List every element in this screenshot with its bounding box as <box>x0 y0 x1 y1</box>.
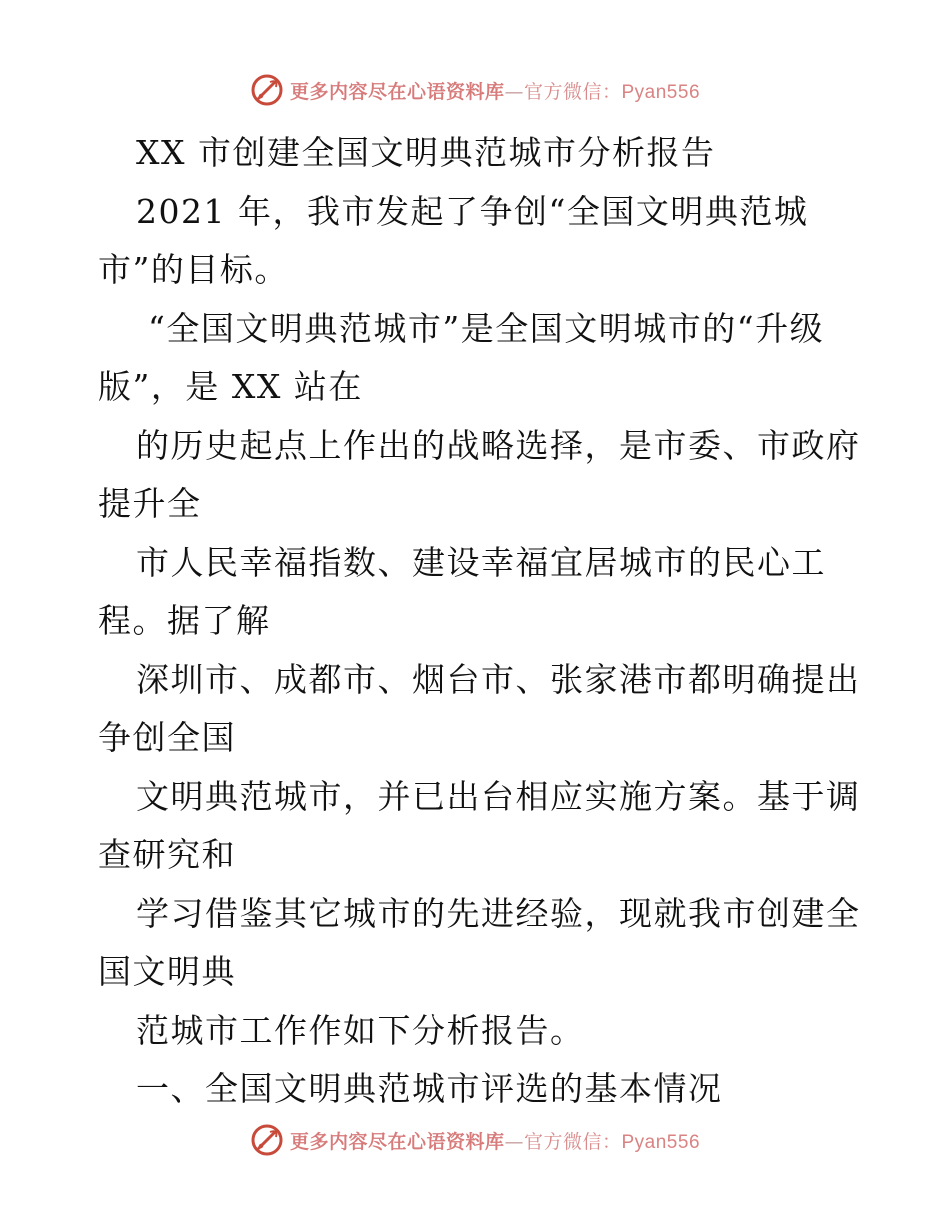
paragraph-line: 范城市工作作如下分析报告。 <box>136 1010 585 1050</box>
seal-quill-icon <box>250 1123 284 1157</box>
section-heading: 一、全国文明典范城市评选的基本情况 <box>136 1069 723 1108</box>
watermark-brand: 更多内容尽在心语资料库 <box>289 1130 505 1153</box>
paragraph-line: 争创全国 <box>98 718 236 757</box>
watermark-wechat-id: Pyan556 <box>621 81 701 103</box>
watermark-separator: — <box>504 80 524 103</box>
paragraph-line: 程。据了解 <box>98 601 271 640</box>
paragraph-line: 市人民幸福指数、建设幸福宜居城市的民心工 <box>136 542 826 582</box>
document-body <box>98 124 861 1119</box>
watermark-wechat-label: 官方微信： <box>523 1130 622 1153</box>
paragraph-line: “全国文明典范城市”是全国文明城市的“升级 <box>148 308 825 348</box>
paragraph-line: 深圳市、成都市、烟台市、张家港市都明确提出 <box>136 659 861 699</box>
watermark-wechat-label: 官方微信： <box>523 80 622 103</box>
document-title: XX 市创建全国文明典范城市分析报告 <box>136 133 716 172</box>
paragraph-line: 的历史起点上作出的战略选择，是市委、市政府 <box>136 425 861 465</box>
paragraph-line: 国文明典 <box>98 952 236 991</box>
watermark-separator: — <box>504 1130 524 1153</box>
watermark-brand: 更多内容尽在心语资料库 <box>289 80 505 103</box>
paragraph-line: 查研究和 <box>98 835 236 874</box>
paragraph-line: 提升全 <box>98 484 202 523</box>
header-watermark <box>0 70 950 110</box>
paragraph-line: 文明典范城市，并已出台相应实施方案。基于调 <box>136 776 861 816</box>
paragraph-line: 市”的目标。 <box>98 250 289 289</box>
paragraph-line: 版”，是 XX 站在 <box>98 367 363 406</box>
footer-watermark <box>0 1120 950 1160</box>
paragraph-line: 2021 年，我市发起了争创“全国文明典范城 <box>136 191 809 231</box>
watermark-wechat-id: Pyan556 <box>621 1131 701 1153</box>
paragraph-line: 学习借鉴其它城市的先进经验，现就我市创建全 <box>136 893 861 933</box>
seal-quill-icon <box>250 73 284 107</box>
